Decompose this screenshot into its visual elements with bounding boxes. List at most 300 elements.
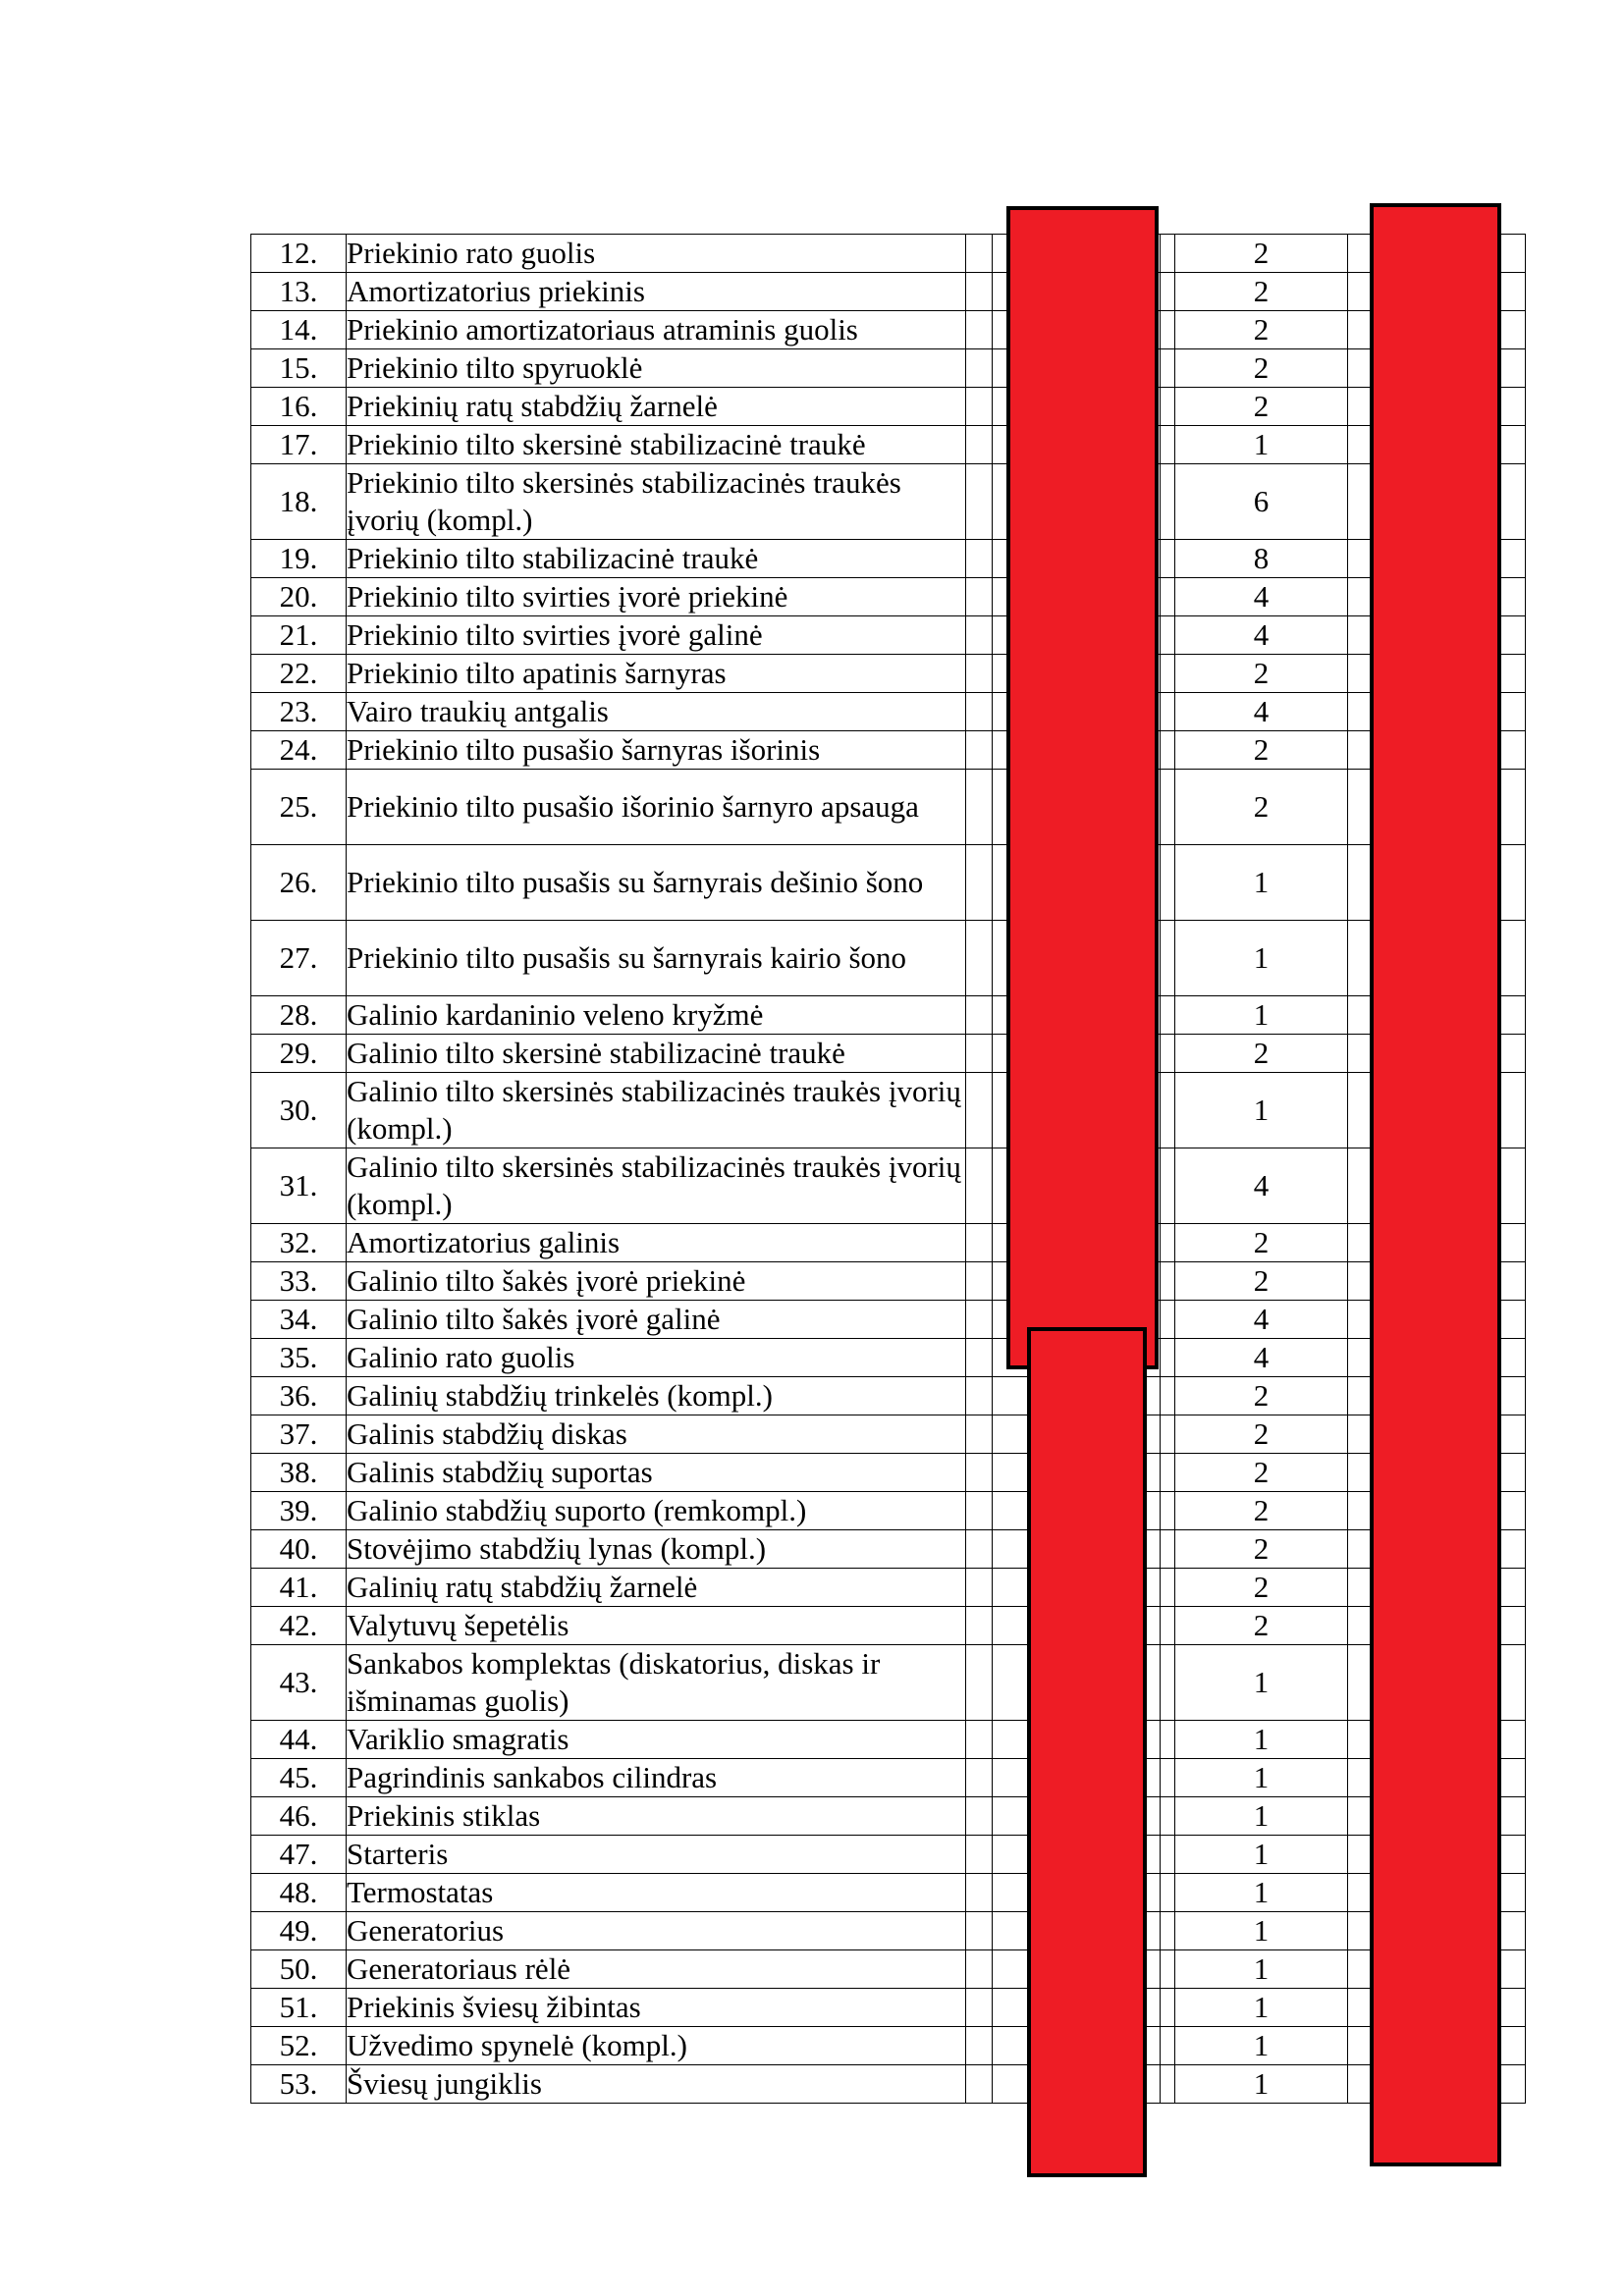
quantity: 1: [1175, 1874, 1348, 1912]
quantity: 6: [1175, 464, 1348, 540]
empty-cell: [1499, 311, 1526, 349]
empty-cell: [966, 845, 993, 921]
table-row: [251, 1262, 1526, 1301]
empty-cell: [1348, 1912, 1371, 1950]
empty-cell: [1348, 921, 1371, 996]
empty-cell: [1348, 1454, 1371, 1492]
empty-cell: [1499, 1530, 1526, 1569]
empty-cell: [1348, 1874, 1371, 1912]
empty-cell: [966, 540, 993, 578]
empty-cell: [1161, 2027, 1175, 2065]
empty-cell: [1499, 1759, 1526, 1797]
row-number: 15.: [251, 349, 347, 388]
empty-cell: [1161, 1836, 1175, 1874]
part-name: Priekinio tilto pusašis su šarnyrais kairio šono: [347, 921, 966, 996]
quantity: 2: [1175, 1530, 1348, 1569]
part-name: Galinio stabdžių suporto (remkompl.): [347, 1492, 966, 1530]
empty-cell: [1348, 1836, 1371, 1874]
part-name: Užvedimo spynelė (kompl.): [347, 2027, 966, 2065]
part-name: Priekinio tilto pusašis su šarnyrais dešinio šono: [347, 845, 966, 921]
empty-cell: [1161, 1262, 1175, 1301]
empty-cell: [1348, 1301, 1371, 1339]
empty-cell: [1348, 1950, 1371, 1989]
empty-cell: [1348, 770, 1371, 845]
row-number: 17.: [251, 426, 347, 464]
table-row: [251, 1721, 1526, 1759]
empty-cell: [966, 921, 993, 996]
quantity: 1: [1175, 1645, 1348, 1721]
row-number: 20.: [251, 578, 347, 616]
table-row: [251, 1224, 1526, 1262]
part-name: Priekinių ratų stabdžių žarnelė: [347, 388, 966, 426]
empty-cell: [966, 1569, 993, 1607]
empty-cell: [1499, 1797, 1526, 1836]
empty-cell: [1499, 578, 1526, 616]
empty-cell: [1161, 655, 1175, 693]
empty-cell: [1161, 311, 1175, 349]
table-row: [251, 693, 1526, 731]
empty-cell: [1499, 770, 1526, 845]
quantity: 1: [1175, 1073, 1348, 1148]
row-number: 30.: [251, 1073, 347, 1148]
empty-cell: [1499, 1569, 1526, 1607]
empty-cell: [1348, 426, 1371, 464]
quantity: 2: [1175, 1262, 1348, 1301]
redaction-block-upper: [1006, 206, 1159, 1369]
row-number: 14.: [251, 311, 347, 349]
part-name: Galinis stabdžių diskas: [347, 1415, 966, 1454]
empty-cell: [1348, 2065, 1371, 2104]
empty-cell: [966, 1721, 993, 1759]
empty-cell: [1161, 349, 1175, 388]
part-name: Galinis stabdžių suportas: [347, 1454, 966, 1492]
row-number: 50.: [251, 1950, 347, 1989]
part-name: Galinio kardaninio veleno kryžmė: [347, 996, 966, 1035]
empty-cell: [1348, 388, 1371, 426]
row-number: 25.: [251, 770, 347, 845]
quantity: 2: [1175, 1492, 1348, 1530]
empty-cell: [1348, 1148, 1371, 1224]
empty-cell: [1348, 1073, 1371, 1148]
quantity: 1: [1175, 1797, 1348, 1836]
empty-cell: [1161, 1721, 1175, 1759]
empty-cell: [966, 1950, 993, 1989]
part-name: Galinio rato guolis: [347, 1339, 966, 1377]
quantity: 2: [1175, 1569, 1348, 1607]
empty-cell: [1348, 1035, 1371, 1073]
empty-cell: [1499, 540, 1526, 578]
part-name: Priekinio tilto stabilizacinė traukė: [347, 540, 966, 578]
empty-cell: [966, 616, 993, 655]
part-name: Starteris: [347, 1836, 966, 1874]
table-row: [251, 616, 1526, 655]
quantity: 2: [1175, 1224, 1348, 1262]
empty-cell: [1348, 616, 1371, 655]
empty-cell: [1348, 349, 1371, 388]
part-name: Galinių stabdžių trinkelės (kompl.): [347, 1377, 966, 1415]
quantity: 1: [1175, 1989, 1348, 2027]
empty-cell: [1499, 1073, 1526, 1148]
quantity: 2: [1175, 731, 1348, 770]
row-number: 31.: [251, 1148, 347, 1224]
empty-cell: [1161, 1415, 1175, 1454]
empty-cell: [966, 996, 993, 1035]
empty-cell: [1499, 655, 1526, 693]
empty-cell: [1499, 1645, 1526, 1721]
table-row: [251, 464, 1526, 540]
parts-table-body: [251, 235, 1526, 2104]
quantity: 4: [1175, 1148, 1348, 1224]
table-row: [251, 1950, 1526, 1989]
empty-cell: [1499, 1035, 1526, 1073]
part-name: Priekinis stiklas: [347, 1797, 966, 1836]
empty-cell: [1348, 1377, 1371, 1415]
empty-cell: [1499, 426, 1526, 464]
quantity: 4: [1175, 693, 1348, 731]
table-row: [251, 921, 1526, 996]
empty-cell: [966, 1530, 993, 1569]
empty-cell: [1161, 1148, 1175, 1224]
empty-cell: [1161, 1874, 1175, 1912]
empty-cell: [966, 1454, 993, 1492]
row-number: 27.: [251, 921, 347, 996]
empty-cell: [1499, 996, 1526, 1035]
quantity: 1: [1175, 845, 1348, 921]
empty-cell: [1499, 1950, 1526, 1989]
quantity: 2: [1175, 349, 1348, 388]
part-name: Šviesų jungiklis: [347, 2065, 966, 2104]
empty-cell: [966, 1874, 993, 1912]
table-row: [251, 655, 1526, 693]
empty-cell: [966, 388, 993, 426]
empty-cell: [966, 1912, 993, 1950]
empty-cell: [1161, 996, 1175, 1035]
empty-cell: [1161, 693, 1175, 731]
table-row: [251, 731, 1526, 770]
quantity: 2: [1175, 1415, 1348, 1454]
table-row: [251, 1415, 1526, 1454]
part-name: Priekinio tilto pusašio šarnyras išorinis: [347, 731, 966, 770]
table-row: [251, 1301, 1526, 1339]
row-number: 34.: [251, 1301, 347, 1339]
empty-cell: [1499, 1912, 1526, 1950]
row-number: 18.: [251, 464, 347, 540]
empty-cell: [1348, 540, 1371, 578]
empty-cell: [1161, 464, 1175, 540]
empty-cell: [1161, 1301, 1175, 1339]
table-row: [251, 1874, 1526, 1912]
part-name: Galinio tilto šakės įvorė galinė: [347, 1301, 966, 1339]
empty-cell: [1161, 1607, 1175, 1645]
table-row: [251, 845, 1526, 921]
empty-cell: [966, 1262, 993, 1301]
part-name: Priekinio amortizatoriaus atraminis guolis: [347, 311, 966, 349]
empty-cell: [1161, 616, 1175, 655]
table-row: [251, 1492, 1526, 1530]
part-name: Priekinio tilto svirties įvorė galinė: [347, 616, 966, 655]
quantity: 2: [1175, 1377, 1348, 1415]
quantity: 1: [1175, 2027, 1348, 2065]
row-number: 35.: [251, 1339, 347, 1377]
empty-cell: [966, 1301, 993, 1339]
table-row: [251, 1530, 1526, 1569]
table-row: [251, 1759, 1526, 1797]
table-row: [251, 1912, 1526, 1950]
empty-cell: [1348, 2027, 1371, 2065]
part-name: Priekinio tilto apatinis šarnyras: [347, 655, 966, 693]
part-name: Termostatas: [347, 1874, 966, 1912]
empty-cell: [1161, 770, 1175, 845]
row-number: 24.: [251, 731, 347, 770]
row-number: 49.: [251, 1912, 347, 1950]
part-name: Priekinio rato guolis: [347, 235, 966, 273]
table-row: [251, 388, 1526, 426]
quantity: 4: [1175, 578, 1348, 616]
empty-cell: [1348, 1721, 1371, 1759]
empty-cell: [1161, 921, 1175, 996]
empty-cell: [1161, 388, 1175, 426]
quantity: 2: [1175, 655, 1348, 693]
quantity: 2: [1175, 1454, 1348, 1492]
empty-cell: [1348, 693, 1371, 731]
part-name: Amortizatorius priekinis: [347, 273, 966, 311]
quantity: 2: [1175, 770, 1348, 845]
empty-cell: [1161, 1224, 1175, 1262]
empty-cell: [966, 731, 993, 770]
empty-cell: [1499, 616, 1526, 655]
part-name: Stovėjimo stabdžių lynas (kompl.): [347, 1530, 966, 1569]
part-name: Generatorius: [347, 1912, 966, 1950]
quantity: 2: [1175, 388, 1348, 426]
empty-cell: [1499, 1415, 1526, 1454]
quantity: 1: [1175, 1721, 1348, 1759]
empty-cell: [1161, 845, 1175, 921]
part-name: Priekinio tilto svirties įvorė priekinė: [347, 578, 966, 616]
row-number: 45.: [251, 1759, 347, 1797]
empty-cell: [1161, 235, 1175, 273]
empty-cell: [1161, 578, 1175, 616]
part-name: Sankabos komplektas (diskatorius, diskas ir išminamas guolis): [347, 1645, 966, 1721]
table-row: [251, 1797, 1526, 1836]
empty-cell: [1161, 1645, 1175, 1721]
empty-cell: [1499, 1454, 1526, 1492]
part-name: Valytuvų šepetėlis: [347, 1607, 966, 1645]
empty-cell: [1348, 1262, 1371, 1301]
quantity: 8: [1175, 540, 1348, 578]
empty-cell: [1499, 1148, 1526, 1224]
row-number: 12.: [251, 235, 347, 273]
empty-cell: [966, 273, 993, 311]
table-row: [251, 1836, 1526, 1874]
empty-cell: [1499, 921, 1526, 996]
table-row: [251, 1035, 1526, 1073]
empty-cell: [1499, 235, 1526, 273]
quantity: 4: [1175, 1301, 1348, 1339]
empty-cell: [1161, 1377, 1175, 1415]
empty-cell: [1161, 1950, 1175, 1989]
empty-cell: [1161, 1339, 1175, 1377]
empty-cell: [1161, 731, 1175, 770]
table-row: [251, 426, 1526, 464]
empty-cell: [1348, 731, 1371, 770]
empty-cell: [1161, 1569, 1175, 1607]
empty-cell: [966, 693, 993, 731]
empty-cell: [1499, 1607, 1526, 1645]
row-number: 21.: [251, 616, 347, 655]
table-row: [251, 996, 1526, 1035]
empty-cell: [1348, 1569, 1371, 1607]
table-row: [251, 2065, 1526, 2104]
empty-cell: [1348, 996, 1371, 1035]
empty-cell: [966, 770, 993, 845]
empty-cell: [1348, 1645, 1371, 1721]
empty-cell: [1161, 1454, 1175, 1492]
empty-cell: [966, 235, 993, 273]
empty-cell: [966, 1377, 993, 1415]
table-row: [251, 1339, 1526, 1377]
part-name: Amortizatorius galinis: [347, 1224, 966, 1262]
row-number: 42.: [251, 1607, 347, 1645]
empty-cell: [966, 1415, 993, 1454]
empty-cell: [1499, 349, 1526, 388]
empty-cell: [966, 1492, 993, 1530]
empty-cell: [966, 1224, 993, 1262]
empty-cell: [1499, 1339, 1526, 1377]
empty-cell: [1348, 1339, 1371, 1377]
empty-cell: [966, 311, 993, 349]
row-number: 26.: [251, 845, 347, 921]
table-row: [251, 1645, 1526, 1721]
empty-cell: [1499, 1262, 1526, 1301]
empty-cell: [966, 1836, 993, 1874]
empty-cell: [966, 426, 993, 464]
table-row: [251, 1454, 1526, 1492]
quantity: 2: [1175, 1035, 1348, 1073]
empty-cell: [1348, 1415, 1371, 1454]
empty-cell: [966, 1339, 993, 1377]
quantity: 1: [1175, 1836, 1348, 1874]
table-row: [251, 349, 1526, 388]
empty-cell: [1161, 1492, 1175, 1530]
empty-cell: [966, 349, 993, 388]
table-row: [251, 1569, 1526, 1607]
table-row: [251, 770, 1526, 845]
empty-cell: [1161, 1759, 1175, 1797]
quantity: 2: [1175, 235, 1348, 273]
empty-cell: [966, 655, 993, 693]
empty-cell: [1499, 1989, 1526, 2027]
row-number: 52.: [251, 2027, 347, 2065]
row-number: 19.: [251, 540, 347, 578]
quantity: 2: [1175, 311, 1348, 349]
row-number: 40.: [251, 1530, 347, 1569]
quantity: 1: [1175, 1950, 1348, 1989]
table-row: [251, 540, 1526, 578]
part-name: Priekinis šviesų žibintas: [347, 1989, 966, 2027]
quantity: 1: [1175, 996, 1348, 1035]
table-row: [251, 1377, 1526, 1415]
row-number: 44.: [251, 1721, 347, 1759]
part-name: Vairo traukių antgalis: [347, 693, 966, 731]
table-row: [251, 1073, 1526, 1148]
empty-cell: [966, 2027, 993, 2065]
empty-cell: [1348, 1607, 1371, 1645]
row-number: 13.: [251, 273, 347, 311]
row-number: 32.: [251, 1224, 347, 1262]
row-number: 33.: [251, 1262, 347, 1301]
empty-cell: [1161, 273, 1175, 311]
empty-cell: [1499, 388, 1526, 426]
row-number: 46.: [251, 1797, 347, 1836]
empty-cell: [1499, 464, 1526, 540]
quantity: 4: [1175, 616, 1348, 655]
empty-cell: [1499, 1224, 1526, 1262]
quantity: 1: [1175, 2065, 1348, 2104]
empty-cell: [966, 1759, 993, 1797]
empty-cell: [1499, 273, 1526, 311]
parts-table: [250, 234, 1526, 2104]
row-number: 29.: [251, 1035, 347, 1073]
empty-cell: [1499, 731, 1526, 770]
empty-cell: [1499, 693, 1526, 731]
empty-cell: [1499, 1874, 1526, 1912]
row-number: 16.: [251, 388, 347, 426]
quantity: 1: [1175, 426, 1348, 464]
row-number: 39.: [251, 1492, 347, 1530]
part-name: Galinių ratų stabdžių žarnelė: [347, 1569, 966, 1607]
row-number: 38.: [251, 1454, 347, 1492]
part-name: Priekinio tilto skersinė stabilizacinė traukė: [347, 426, 966, 464]
row-number: 23.: [251, 693, 347, 731]
empty-cell: [1161, 1912, 1175, 1950]
row-number: 53.: [251, 2065, 347, 2104]
table-row: [251, 1607, 1526, 1645]
redaction-block-lower: [1027, 1327, 1147, 2177]
empty-cell: [1161, 1989, 1175, 2027]
redaction-block-right: [1370, 203, 1501, 2166]
quantity: 2: [1175, 273, 1348, 311]
row-number: 37.: [251, 1415, 347, 1454]
part-name: Galinio tilto skersinės stabilizacinės traukės įvorių (kompl.): [347, 1073, 966, 1148]
empty-cell: [1161, 426, 1175, 464]
empty-cell: [966, 1073, 993, 1148]
part-name: Galinio tilto šakės įvorė priekinė: [347, 1262, 966, 1301]
table-row: [251, 235, 1526, 273]
empty-cell: [1348, 1989, 1371, 2027]
empty-cell: [1161, 1530, 1175, 1569]
empty-cell: [1499, 1377, 1526, 1415]
empty-cell: [966, 578, 993, 616]
part-name: Generatoriaus rėlė: [347, 1950, 966, 1989]
empty-cell: [1348, 578, 1371, 616]
row-number: 43.: [251, 1645, 347, 1721]
empty-cell: [1499, 2065, 1526, 2104]
empty-cell: [1499, 1721, 1526, 1759]
row-number: 51.: [251, 1989, 347, 2027]
table-row: [251, 2027, 1526, 2065]
empty-cell: [1499, 1301, 1526, 1339]
empty-cell: [1348, 1224, 1371, 1262]
row-number: 22.: [251, 655, 347, 693]
row-number: 36.: [251, 1377, 347, 1415]
part-name: Pagrindinis sankabos cilindras: [347, 1759, 966, 1797]
empty-cell: [1161, 1035, 1175, 1073]
empty-cell: [1348, 1492, 1371, 1530]
empty-cell: [966, 1797, 993, 1836]
quantity: 4: [1175, 1339, 1348, 1377]
part-name: Priekinio tilto pusašio išorinio šarnyro apsauga: [347, 770, 966, 845]
quantity: 1: [1175, 1759, 1348, 1797]
